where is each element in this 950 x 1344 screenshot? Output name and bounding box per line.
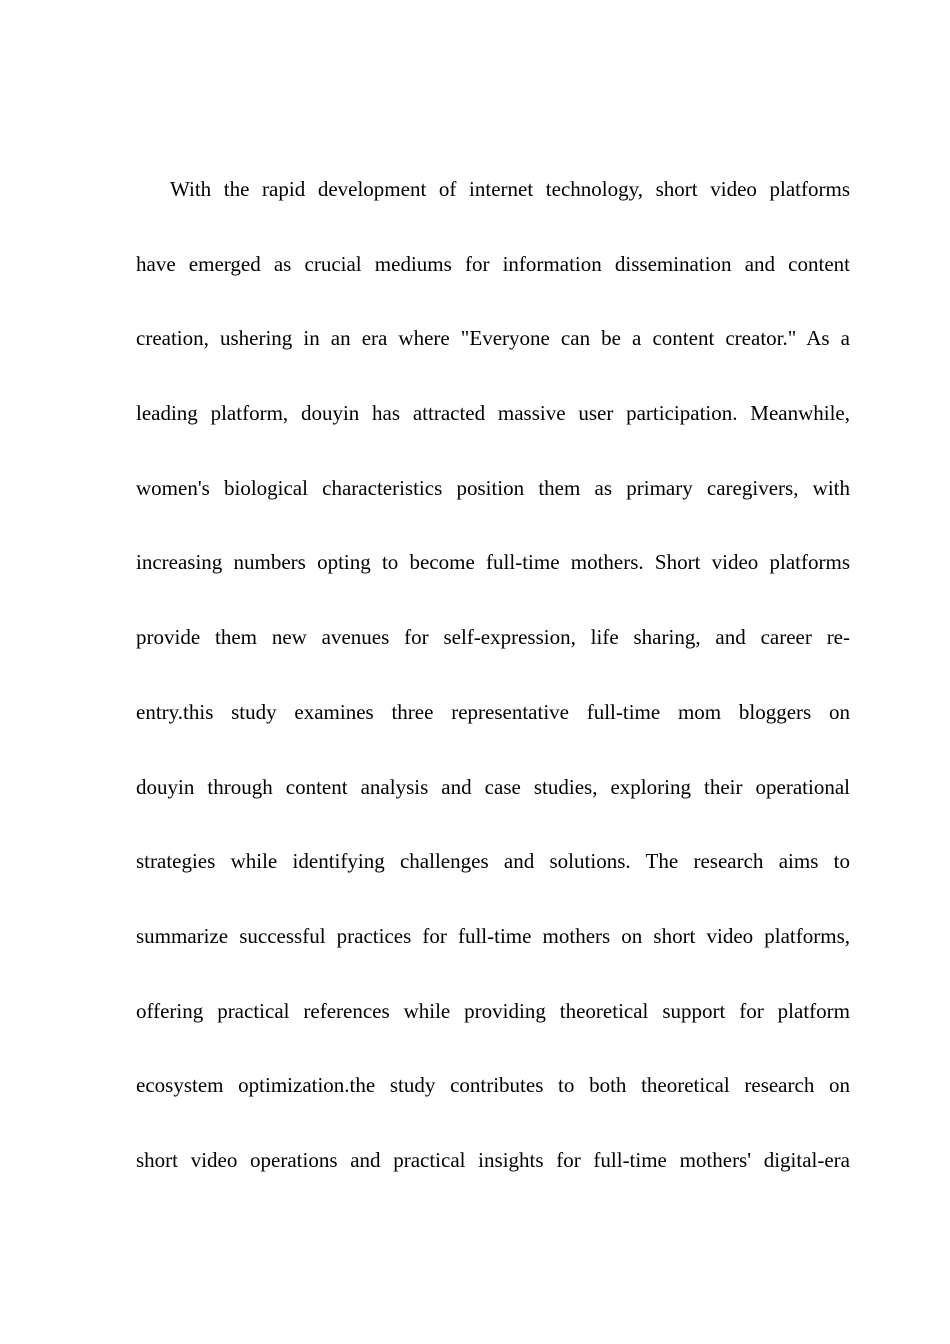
text-line: have emerged as crucial mediums for information dissemination and content — [136, 251, 850, 276]
text-line: entry.this study examines three representative full-time mom bloggers on — [136, 699, 850, 724]
text-line: women's biological characteristics position them as primary caregivers, with — [136, 475, 850, 500]
text-line: offering practical references while providing theoretical support for platform — [136, 998, 850, 1023]
text-line: ecosystem optimization.the study contributes to both theoretical research on — [136, 1073, 850, 1098]
abstract-paragraph — [136, 152, 850, 1198]
text-line: strategies while identifying challenges and solutions. The research aims to — [136, 849, 850, 874]
text-line: increasing numbers opting to become full-time mothers. Short video platforms — [136, 550, 850, 575]
text-line: leading platform, douyin has attracted massive user participation. Meanwhile, — [136, 401, 850, 426]
text-line: creation, ushering in an era where "Everyone can be a content creator." As a — [136, 326, 850, 351]
text-line: With the rapid development of internet technology, short video platforms — [170, 177, 850, 201]
text-line: provide them new avenues for self-expression, life sharing, and career re- — [136, 625, 850, 650]
text-line: summarize successful practices for full-time mothers on short video platforms, — [136, 923, 850, 948]
text-line: short video operations and practical insights for full-time mothers' digital-era — [136, 1147, 850, 1172]
text-line: douyin through content analysis and case studies, exploring their operational — [136, 774, 850, 799]
